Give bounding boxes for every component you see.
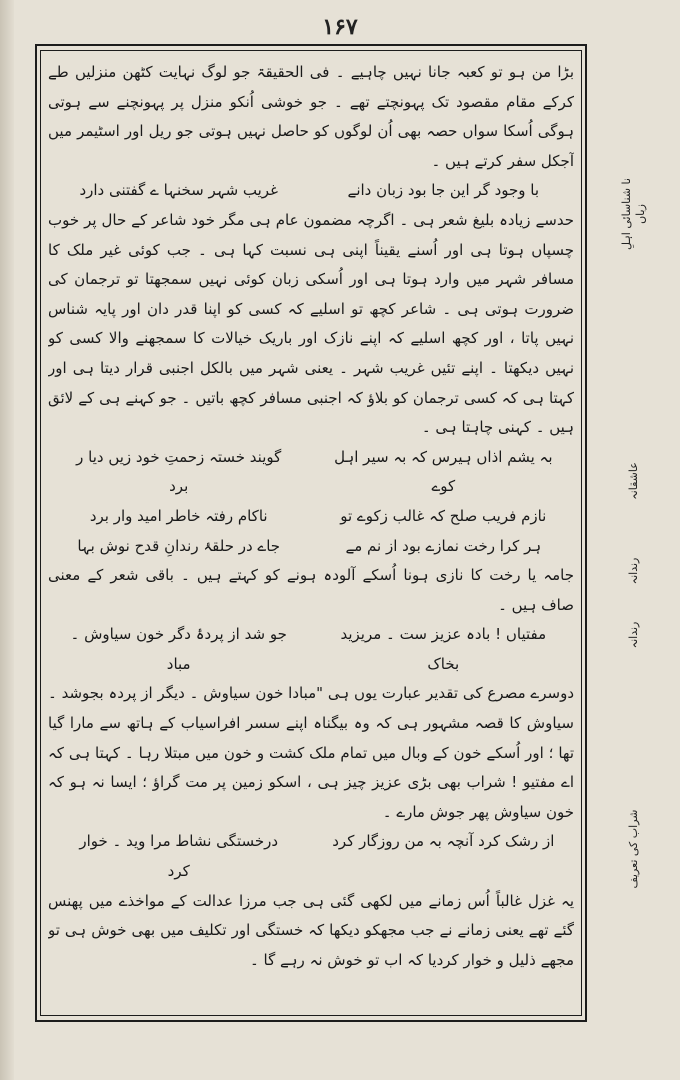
paragraph-4: دوسرے مصرع کی تقدیر عبارت یوں ہی "مبادا خون سیاوش ۔ دیگر از پردہ بجوشد ۔ سیاوش کا قصہ مشہور ہی کہ وہ بیگناہ اپنے سسر افراسیاب کے ہاتھ سے مارا گیا تھا ؛ اور اُسکے خون کے وبال میں تمام ملک کشت و خون میں مبتلا رہا ۔ کہتا ہی کہ اے مفتیو ! شراب بھی بڑی عزیز چیز ہی ، اسکو زمین پر مت گراؤ ؛ ایسا نہ ہو کہ خون سیاوش پھر جوش مارے ۔ (48, 684, 574, 821)
couplet-3-second-hemistich: جو شد از پردۂ دگر خون سیاوش ۔ مباد (70, 625, 287, 673)
couplet-2b-first-hemistich: نازم فریب صلح کہ غالب زکوے تو (340, 506, 547, 525)
paragraph-5: یہ غزل غالباً اُس زمانے میں لکھی گئی ہی جب مرزا عدالت کے مواخذے میں پھنس گئے تھے یعنی زمانے نے جب مجھکو دیکھا کہ خستگی اور تکلیف میں بھی خوش ہی تو مجھے ذلیل و خوار کردیا کہ اب تو خوش نہ رہے گا ۔ (48, 891, 574, 969)
couplet-3-first-hemistich: مفتیاں ! بادہ عزیز ست ۔ مریزید بخاک (340, 625, 547, 673)
page-number: ۱۶۷ (322, 14, 358, 40)
margin-notes (594, 0, 674, 1080)
couplet-4-first-hemistich: از رشک کرد آنچہ بہ من روزگار کرد (332, 832, 555, 851)
couplet-2c-first-hemistich: ہر کرا رخت نمازے بود از نم مے (345, 536, 542, 555)
couplet-2c-second-hemistich: جاے در حلقۂ رندانِ قدح نوش بہا (77, 536, 281, 555)
couplet-2a-second-hemistich: گویند خستہ زحمتِ خود زیں دیا ر برد (76, 447, 282, 496)
page-spine-shadow (0, 0, 14, 1080)
couplet-1-second-hemistich: غریب شہر سخنہا ے گفتنی دارد (79, 181, 278, 200)
couplet-3 (48, 620, 574, 679)
couplet-2b-second-hemistich: ناکام رفتہ خاطر امید وار برد (89, 506, 268, 525)
margin-note-2: عاشقانہ (627, 462, 640, 500)
couplet-4 (48, 827, 574, 886)
paragraph-3: جامہ یا رخت کا نازی ہونا اُسکے آلودہ ہونے کو کہتے ہیں ۔ باقی شعر کے معنی صاف ہیں ۔ (48, 566, 574, 614)
couplet-2a-first-hemistich: بہ یشم اذاں ہیرس کہ بہ سیر اہل کوے (334, 447, 553, 496)
couplet-2a (48, 443, 574, 502)
paragraph-2: حدسے زیادہ بلیغ شعر ہی ۔ اگرچہ مضمون عام ہی مگر خود شاعر کے حال پر خوب چسپاں ہوتا ہی اور اُسنے یقیناً اپنی ہی نسبت کہا ہی ۔ جب کوئی غیر ملک کا مسافر شہر میں وارد ہوتا ہی اور اُسکی زبان کوئی نہیں سمجھتا تو ترجمان کی ضرورت ہوتی ہی ۔ شاعر کچھ تو اسلیے کہ کسی کو اپنا قدر دان اور پایہ شناس نہیں پاتا ، اور کچھ اسلیے کہ اپنے نازک اور باریک خیالات کا سمجھنے والا کسی کو نہیں دیکھتا ۔ اپنے تئیں غریب شہر ۔ یعنی شہر میں بالکل اجنبی قرار دیتا ہی اور کہتا ہی کہ کسی ترجمان کو بلاؤ کہ اجنبی مسافر کچھ باتیں ۔ جو کہنے ہی کے لائق ہیں ۔ کہنی چاہتا ہی ۔ (48, 210, 574, 437)
couplet-2c (48, 532, 574, 562)
margin-note-5: شراب کی تعریف (627, 809, 640, 889)
paragraph-intro: بڑا من ہو تو کعبہ جانا نہیں چاہیے ۔ فی الحقیقۃ جو لوگ نہایت کٹھن منزلیں طے کرکے مقام مقصود تک پہونچتے تھے ۔ جو خوشی اُنکو منزل پر پہونچنے سے ہوتی ہوگی اُسکا سواں حصہ بھی اُن لوگوں کو حاصل نہیں ہوتی جو ریل اور اسٹیمر میں آجکل سفر کرتے ہیں ۔ (48, 63, 574, 170)
margin-note-3: رندانہ (627, 557, 640, 585)
margin-note-1: نا شناسائی اہلِ زباں (620, 178, 647, 250)
couplet-2b (48, 502, 574, 532)
couplet-1 (48, 176, 574, 206)
page-text-block (48, 58, 574, 1008)
couplet-4-second-hemistich: درخستگی نشاط مرا وید ۔ خوار کرد (79, 832, 279, 881)
couplet-1-first-hemistich: با وجود گر این جا بود زبان دانے (347, 181, 540, 200)
margin-note-4: رندانہ (627, 621, 640, 649)
